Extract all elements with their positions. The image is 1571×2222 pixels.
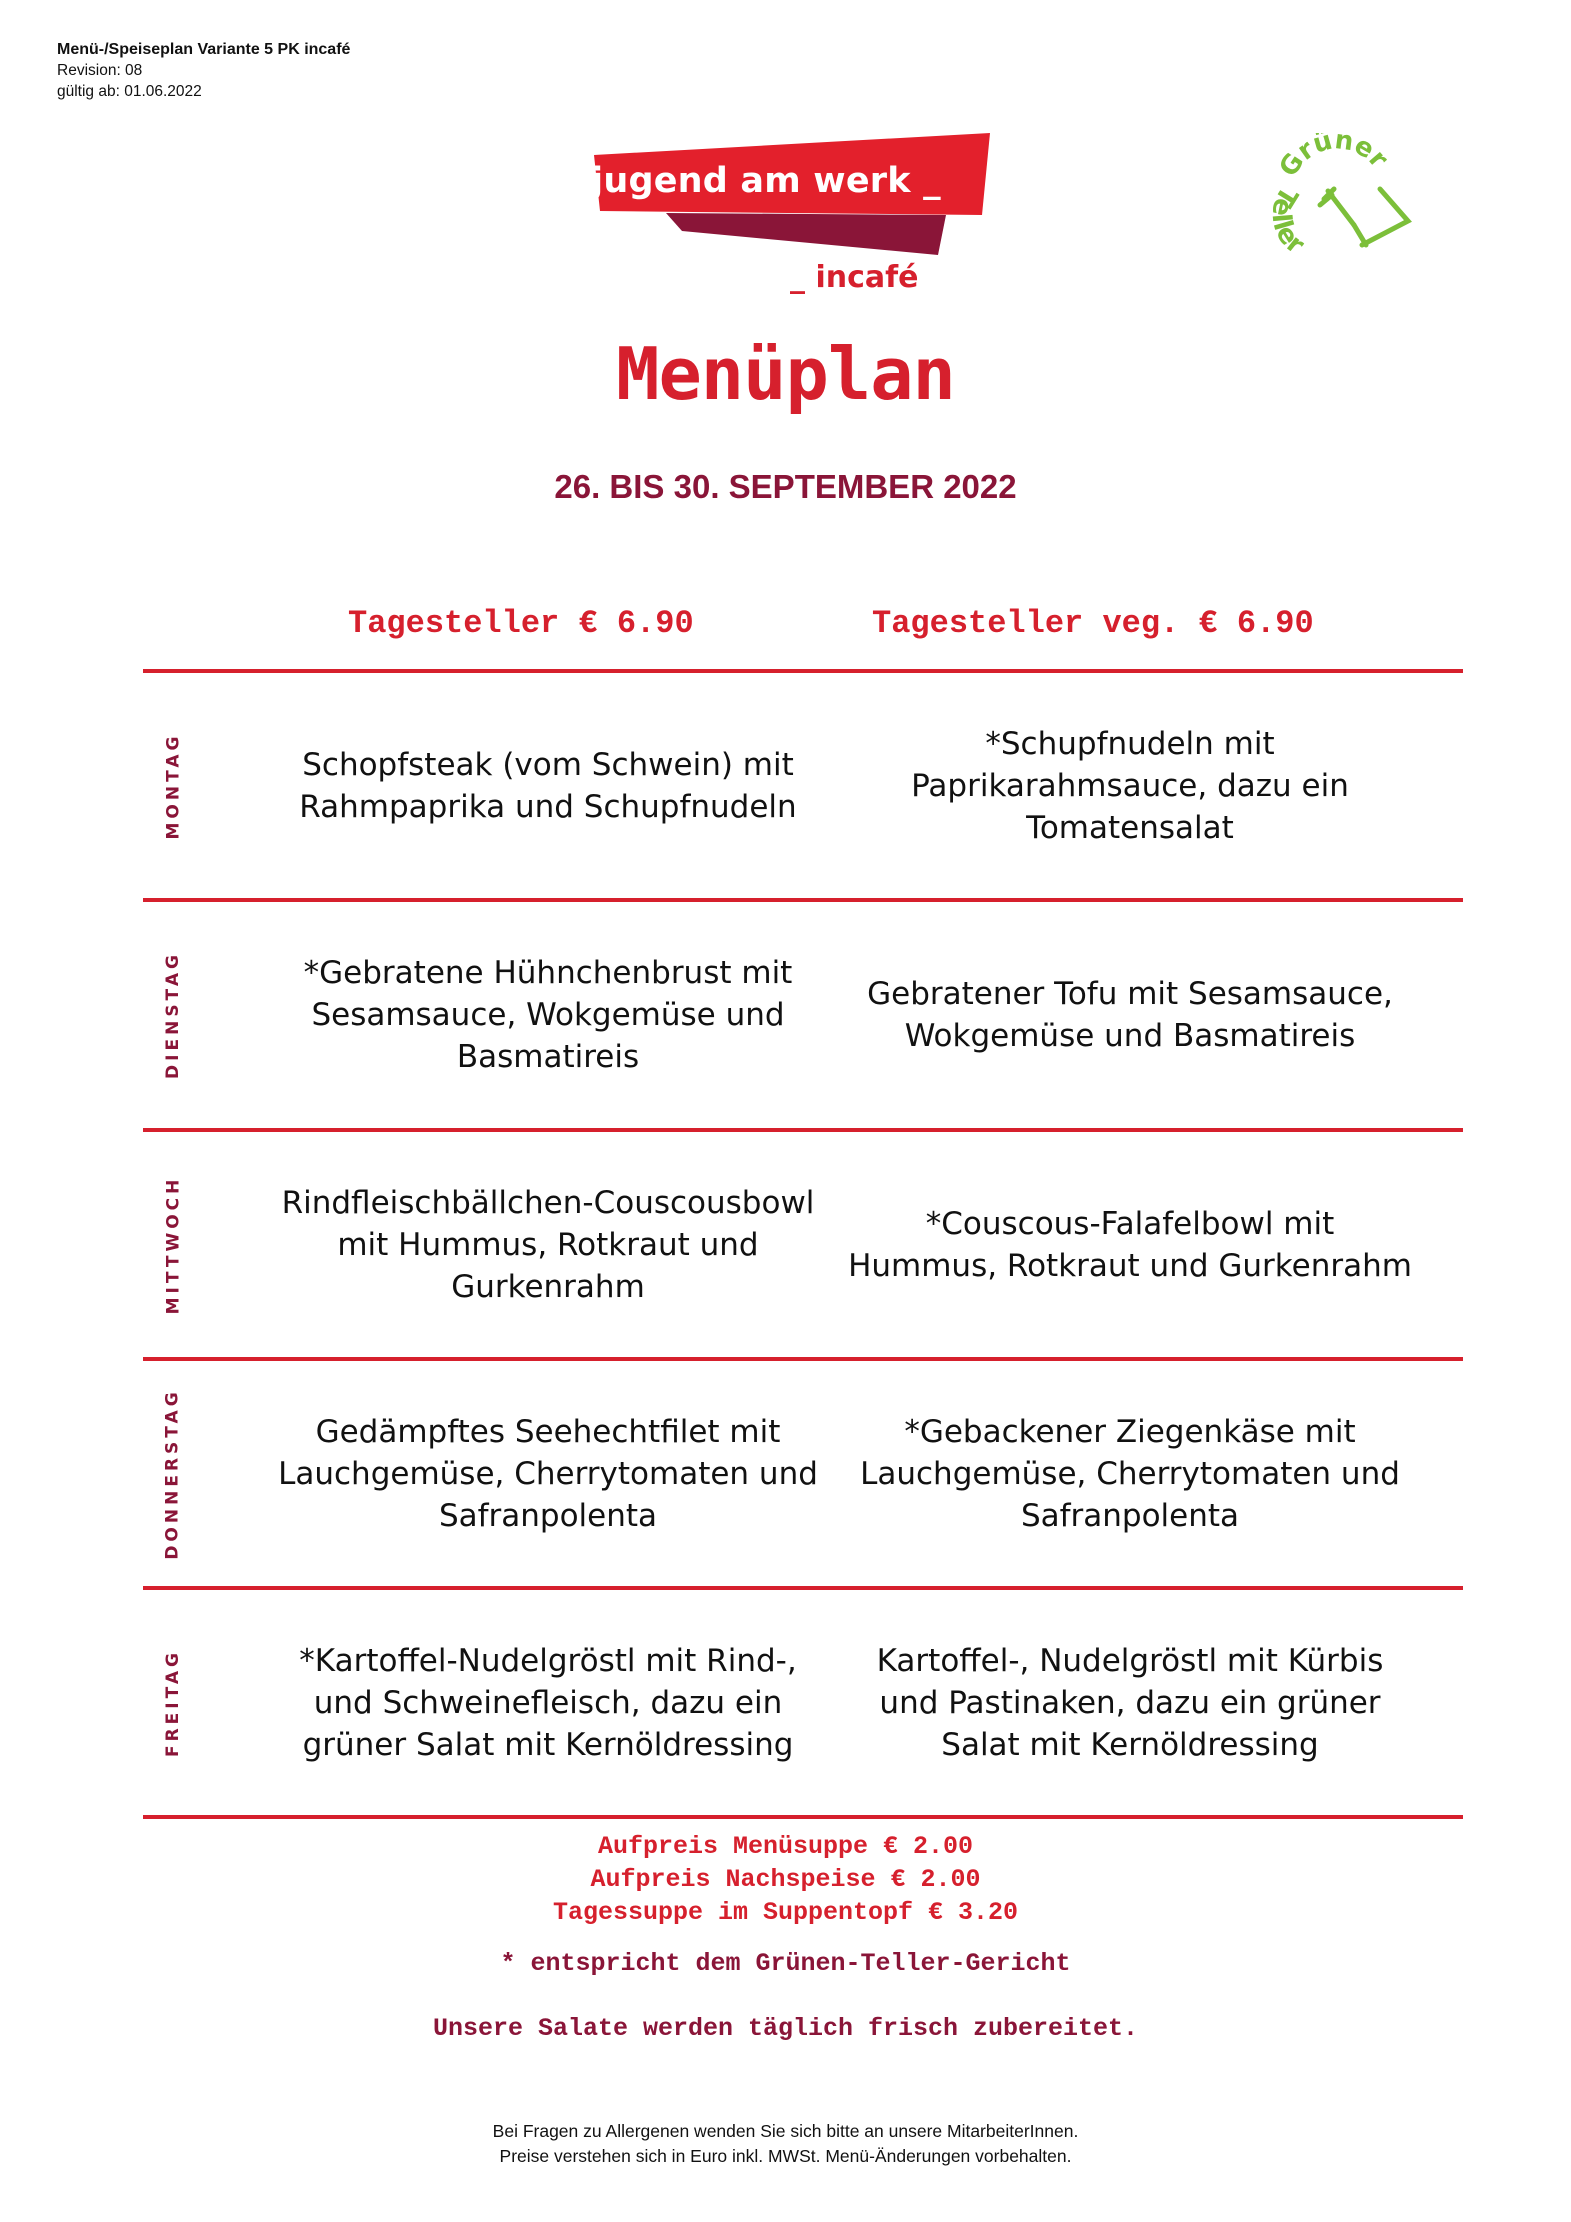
day-label-wednesday: MITTWOCH [163, 1175, 184, 1315]
price-disclaimer: Preise verstehen sich in Euro inkl. MWSt. Menü-Änderungen vorbehalten. [499, 2146, 1072, 2166]
incafe-label: _ incafé [790, 260, 919, 295]
dish-tuesday-regular: *Gebratene Hühnchenbrust mit Sesamsauce, Wokgemüse und Basmatireis [303, 955, 793, 1075]
badge-word-gruener: Grüner [1273, 133, 1394, 183]
fork-knife-icon [1320, 189, 1408, 245]
day-label-monday: MONTAG [163, 732, 184, 840]
footer [0, 2119, 1571, 2169]
svg-text:Teller [1265, 181, 1310, 261]
column-header-tagesteller-veg: Tagesteller veg. € 6.90 [872, 605, 1314, 642]
day-label-thursday: DONNERSTAG [163, 1388, 184, 1560]
document-title: Menü-/Speiseplan Variante 5 PK incafé [57, 41, 351, 58]
dish-monday-veg: *Schupfnudeln mit Paprikarahmsauce, dazu ein Tomatensalat [911, 726, 1349, 846]
allergen-note: Bei Fragen zu Allergenen wenden Sie sich bitte an unsere MitarbeiterInnen. [492, 2121, 1079, 2141]
dish-wednesday-regular: Rindfleischbällchen-Couscousbowl mit Hummus, Rotkraut und Gurkenrahm [281, 1185, 815, 1305]
day-label-friday: FREITAG [163, 1648, 183, 1758]
valid-from-label: gültig ab: 01.06.2022 [57, 83, 202, 100]
gruener-teller-note: * entspricht dem Grünen-Teller-Gericht [500, 1949, 1071, 1978]
page-title: Menüplan [616, 332, 955, 416]
salad-note: Unsere Salate werden täglich frisch zubereitet. [432, 2014, 1139, 2043]
gruener-teller-logo [1262, 133, 1422, 273]
date-range: 26. BIS 30. SEPTEMBER 2022 [554, 468, 1017, 505]
dish-thursday-veg: *Gebackener Ziegenkäse mit Lauchgemüse, Cherrytomaten und Safranpolenta [860, 1414, 1400, 1534]
extra-daily-soup: Tagessuppe im Suppentopf € 3.20 [552, 1898, 1019, 1927]
day-label-tuesday: DIENSTAG [163, 951, 184, 1079]
dish-friday-veg: Kartoffel-, Nudelgröstl mit Kürbis und Pastinaken, dazu ein grüner Salat mit Kernöldressing [876, 1643, 1384, 1763]
extra-dessert: Aufpreis Nachspeise € 2.00 [590, 1865, 981, 1894]
badge-word-teller: Teller [1265, 180, 1310, 261]
column-header-tagesteller: Tagesteller € 6.90 [348, 605, 694, 642]
gruener-teller-icon [1262, 133, 1422, 273]
document-header [57, 39, 350, 102]
dish-friday-regular: *Kartoffel-Nudelgröstl mit Rind-, und Schweinefleisch, dazu ein grüner Salat mit Kernöldressing [299, 1643, 797, 1763]
dish-monday-regular: Schopfsteak (vom Schwein) mit Rahmpaprika und Schupfnudeln [299, 747, 797, 825]
revision-label: Revision: 08 [57, 62, 143, 79]
price-extras [0, 1830, 1571, 1929]
dish-wednesday-veg: *Couscous-Falafelbowl mit Hummus, Rotkraut und Gurkenrahm [848, 1206, 1412, 1284]
dish-tuesday-veg: Gebratener Tofu mit Sesamsauce, Wokgemüse und Basmatireis [867, 976, 1393, 1054]
extra-menu-soup: Aufpreis Menüsuppe € 2.00 [597, 1832, 974, 1861]
jugend-am-werk-logo [586, 133, 994, 255]
dish-thursday-regular: Gedämpftes Seehechtfilet mit Lauchgemüse, Cherrytomaten und Safranpolenta [278, 1414, 818, 1534]
svg-text:Grüner [1274, 133, 1394, 182]
logo-brand-text: jugend am werk _ [591, 161, 941, 201]
